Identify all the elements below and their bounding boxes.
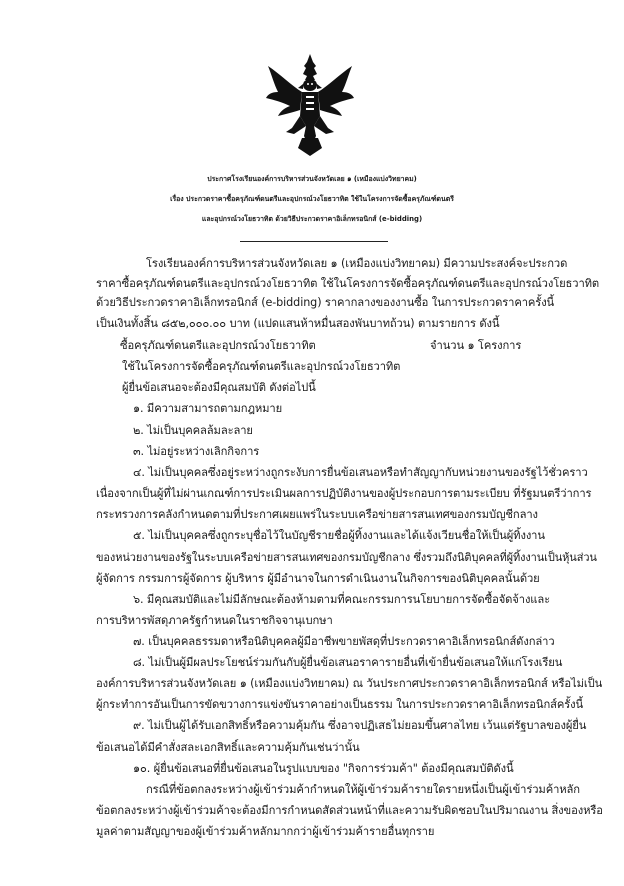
qualification-1: ๑. มีความสามารถตามกฎหมาย: [133, 402, 283, 415]
qualification-9-line-2: ข้อเสนอได้มีคำสั่งสละเอกสิทธิ์และความคุ้มกันเช่นว่านั้น: [96, 741, 360, 754]
qualification-4-line-2: เนื่องจากเป็นผู้ที่ไม่ผ่านเกณฑ์การประเมินผลการปฏิบัติงานของผู้ประกอบการตามระเบียบ ที่รัฐมนตรีว่าการ: [96, 487, 592, 500]
qualification-5-line-2: ของหน่วยงานของรัฐในระบบเครือข่ายสารสนเทศของกรมบัญชีกลาง ซึ่งรวมถึงนิติบุคคลที่ผู้ทิ้งงานเป็นหุ้นส่วน: [96, 551, 597, 564]
qualification-5-line-1: ๕. ไม่เป็นบุคคลซึ่งถูกระบุชื่อไว้ในบัญชีรายชื่อผู้ทิ้งงานและได้แจ้งเวียนชื่อให้เป็นผู้ทิ้งงาน: [133, 529, 545, 542]
intro-line-1: โรงเรียนองค์การบริหารส่วนจังหวัดเลย ๑ (เหมืองแบ่งวิทยาคม) มีความประสงค์จะประกวด: [146, 257, 568, 270]
header-line-1: ประกาศโรงเรียนองค์การบริหารส่วนจังหวัดเลย ๑ (เหมืองแบ่งวิทยาคม): [207, 175, 417, 183]
qualification-10-line-4: มูลค่าตามสัญญาของผู้เข้าร่วมค้าหลักมากกว่าผู้เข้าร่วมค้ารายอื่นทุกราย: [96, 825, 435, 838]
qualification-10-line-2: กรณีที่ข้อตกลงระหว่างผู้เข้าร่วมค้ากำหนดให้ผู้เข้าร่วมค้ารายใดรายหนึ่งเป็นผู้เข้าร่วมค้าหลัก: [146, 783, 580, 796]
qualification-4-line-3: กระทรวงการคลังกำหนดตามที่ประกาศเผยแพร่ในระบบเครือข่ายสารสนเทศของกรมบัญชีกลาง: [96, 508, 538, 521]
intro-line-2: ราคาซื้อครุภัณฑ์ดนตรีและอุปกรณ์วงโยธวาทิต ใช้ในโครงการจัดซื้อครุภัณฑ์ดนตรีและอุปกรณ์วงโยธวาทิต: [96, 277, 600, 290]
qualification-9-line-1: ๙. ไม่เป็นผู้ได้รับเอกสิทธิ์หรือความคุ้มกัน ซึ่งอาจปฏิเสธไม่ยอมขึ้นศาลไทย เว้นแต่รัฐบาลของผู้ยื่น: [133, 719, 587, 732]
item-purpose: ใช้ในโครงการจัดซื้อครุภัณฑ์ดนตรีและอุปกรณ์วงโยธวาทิต: [122, 360, 401, 373]
qualification-6-line-2: การบริหารพัสดุภาครัฐกำหนดในราชกิจจานุเบกษา: [96, 614, 333, 627]
qualification-6-line-1: ๖. มีคุณสมบัติและไม่มีลักษณะต้องห้ามตามที่คณะกรรมการนโยบายการจัดซื้อจัดจ้างและ: [133, 593, 551, 606]
qualification-5-line-3: ผู้จัดการ กรรมการผู้จัดการ ผู้บริหาร ผู้มีอำนาจในการดำเนินงานในกิจการของนิติบุคคลนั้นด้วย: [96, 572, 540, 585]
garuda-emblem-icon: [262, 52, 358, 158]
qualification-7: ๗. เป็นบุคคลธรรมดาหรือนิติบุคคลผู้มีอาชีพขายพัสดุที่ประกวดราคาอิเล็กทรอนิกส์ดังกล่าว: [133, 635, 555, 648]
qualification-10-line-1: ๑๐. ผู้ยื่นข้อเสนอที่ยื่นข้อเสนอในรูปแบบของ "กิจการร่วมค้า" ต้องมีคุณสมบัติดังนี้: [133, 762, 514, 775]
qualification-8-line-1: ๘. ไม่เป็นผู้มีผลประโยชน์ร่วมกันกับผู้ยื่นข้อเสนอราคารายอื่นที่เข้ายื่นข้อเสนอให้แก่โรงเรียน: [133, 656, 563, 669]
intro-line-3: ด้วยวิธีประกวดราคาอิเล็กทรอนิกส์ (e-bidding) ราคากลางของงานซื้อ ในการประกวดราคาครั้งนี้: [96, 296, 555, 309]
qualification-8-line-2: องค์การบริหารส่วนจังหวัดเลย ๑ (เหมืองแบ่งวิทยาคม) ณ วันประกาศประกวดราคาอิเล็กทรอนิกส์ หรือไม่เป็น: [96, 677, 603, 690]
qualification-3: ๓. ไม่อยู่ระหว่างเลิกกิจการ: [133, 445, 260, 458]
header-line-3: และอุปกรณ์วงโยธวาทิต ด้วยวิธีประกวดราคาอิเล็กทรอนิกส์ (e-bidding): [201, 215, 423, 223]
qualifications-intro: ผู้ยื่นข้อเสนอจะต้องมีคุณสมบัติ ดังต่อไปนี้: [122, 381, 316, 394]
qualification-8-line-3: ผู้กระทำการอันเป็นการขัดขวางการแข่งขันราคาอย่างเป็นธรรม ในการประกวดราคาอิเล็กทรอนิกส์ครั้งนี้: [96, 698, 584, 711]
header-line-2: เรื่อง ประกวดราคาซื้อครุภัณฑ์ดนตรีและอุปกรณ์วงโยธวาทิต ใช้ในโครงการจัดซื้อครุภัณฑ์ดนตรี: [170, 195, 454, 203]
item-name: ซื้อครุภัณฑ์ดนตรีและอุปกรณ์วงโยธวาทิต: [120, 339, 316, 352]
qualification-4-line-1: ๔. ไม่เป็นบุคคลซึ่งอยู่ระหว่างถูกระงับการยื่นข้อเสนอหรือทำสัญญากับหน่วยงานของรัฐไว้ชั่วคราว: [133, 466, 588, 479]
qualification-2: ๒. ไม่เป็นบุคคลล้มละลาย: [133, 424, 253, 437]
item-quantity: จำนวน ๑ โครงการ: [430, 339, 522, 352]
header-divider: [240, 241, 388, 242]
intro-line-4: เป็นเงินทั้งสิ้น ๘๕๒,๐๐๐.๐๐ บาท (แปดแสนห้าหมื่นสองพันบาทถ้วน) ตามรายการ ดังนี้: [96, 317, 500, 330]
qualification-10-line-3: ข้อตกลงระหว่างผู้เข้าร่วมค้าจะต้องมีการกำหนดสัดส่วนหน้าที่และความรับผิดชอบในปริมาณงาน สิ่งของหรือ: [96, 804, 603, 817]
